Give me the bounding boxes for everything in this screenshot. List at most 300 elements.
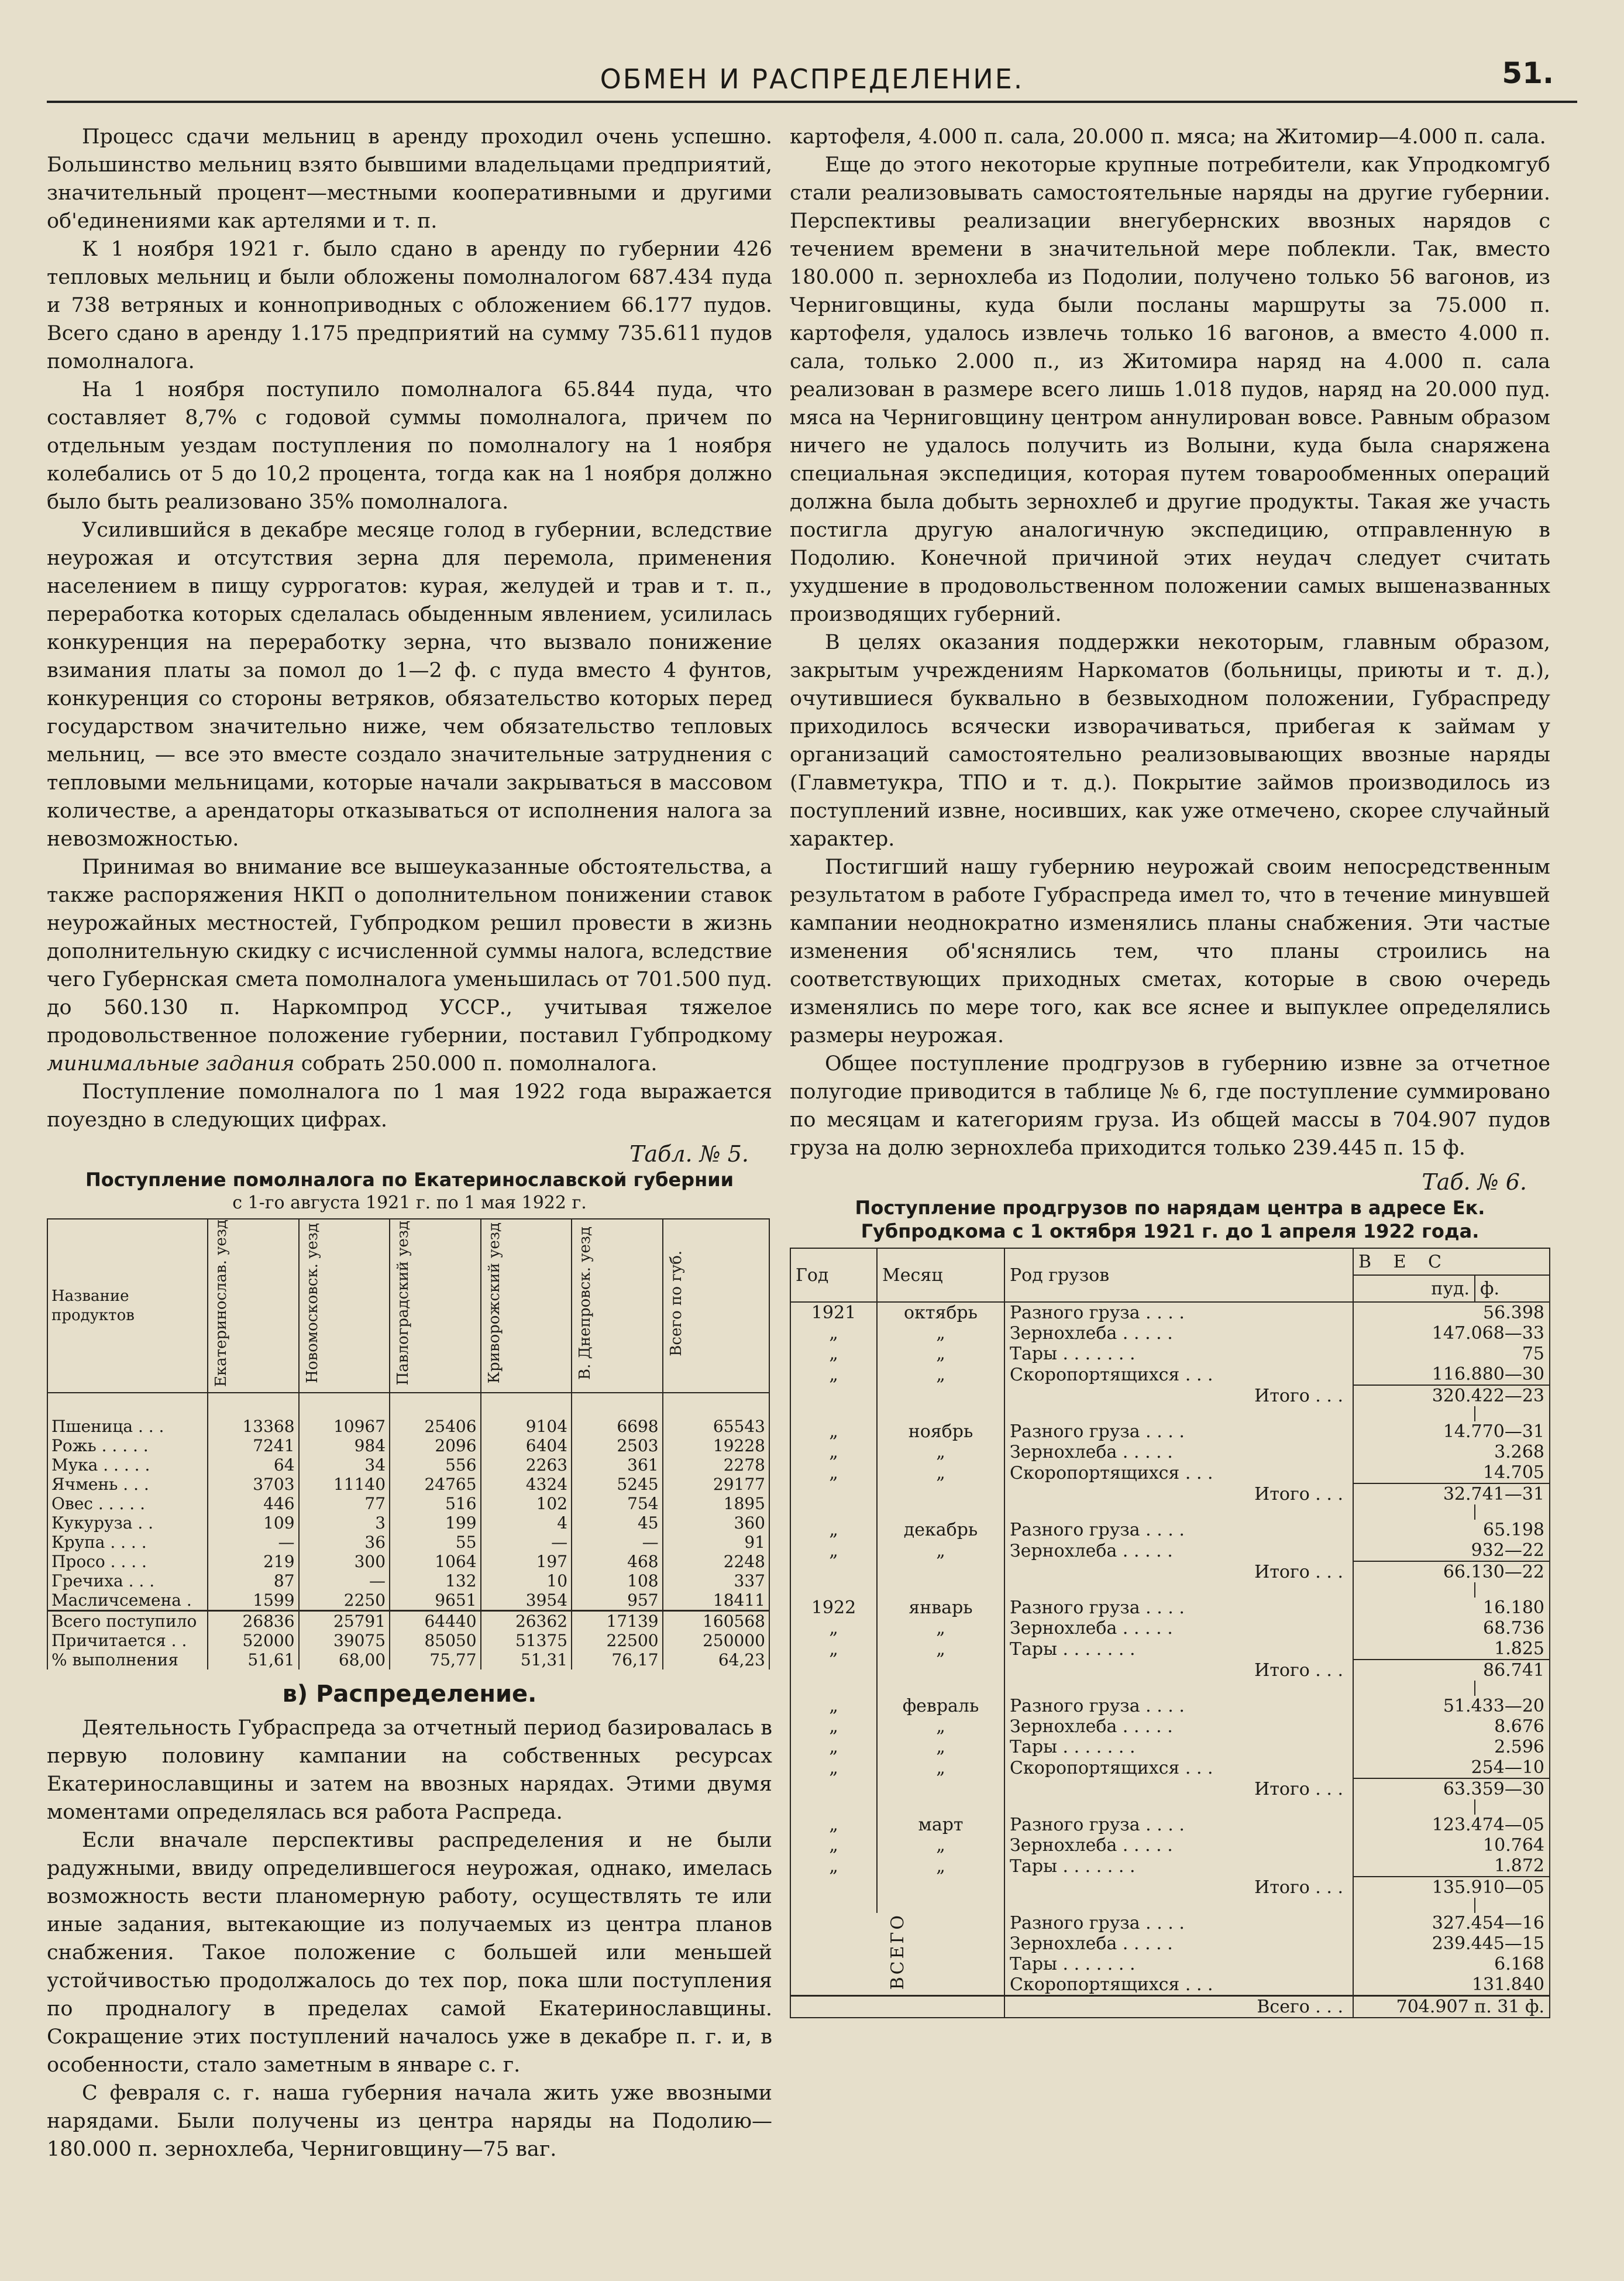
table-row bbox=[790, 1364, 1550, 1385]
row-label: Всего поступило bbox=[47, 1611, 208, 1631]
empty-cell bbox=[1004, 1582, 1353, 1598]
empty-cell bbox=[790, 1561, 877, 1582]
weight-cell: 51.433—20 bbox=[1353, 1696, 1550, 1716]
month-cell: октябрь bbox=[877, 1302, 1004, 1323]
table-row bbox=[790, 1540, 1550, 1561]
table-cell: 51375 bbox=[481, 1631, 572, 1650]
table-cell: 1064 bbox=[390, 1552, 481, 1571]
year-cell: „ bbox=[790, 1716, 877, 1737]
paragraph: картофеля, 4.000 п. сала, 20.000 п. мяса; на Житомир—4.000 п. сала. bbox=[790, 125, 1546, 149]
table-5 bbox=[47, 1218, 770, 1669]
empty-cell bbox=[790, 1898, 877, 1913]
table-row bbox=[790, 1520, 1550, 1540]
table-row bbox=[790, 1504, 1550, 1520]
column-header-label: Новомосковск. уезд bbox=[303, 1223, 321, 1383]
year-cell: 1921 bbox=[790, 1302, 877, 1323]
month-cell: „ bbox=[877, 1638, 1004, 1660]
table-row bbox=[790, 1799, 1550, 1815]
empty-cell bbox=[1353, 1681, 1475, 1696]
table-cell: 25791 bbox=[299, 1611, 390, 1631]
empty-cell bbox=[1353, 1898, 1475, 1913]
empty-cell bbox=[790, 1660, 877, 1681]
weight-cell: 16.180 bbox=[1353, 1598, 1550, 1618]
column-header-f: ф. bbox=[1475, 1275, 1550, 1302]
paragraph: Поступление помолналога по 1 мая 1922 года выражается поуездно в следующих цифрах. bbox=[47, 1080, 772, 1132]
table-cell: 17139 bbox=[572, 1611, 663, 1631]
table-6-number: Таб. № 6. bbox=[1422, 1169, 1527, 1195]
table-cell: 77 bbox=[299, 1494, 390, 1513]
row-label: Просо . . . . bbox=[47, 1552, 208, 1571]
empty-cell bbox=[1004, 1898, 1353, 1913]
table-cell: 64,23 bbox=[663, 1650, 769, 1669]
kind-cell: Тары . . . . . . . bbox=[1004, 1737, 1353, 1757]
empty-cell bbox=[1475, 1799, 1550, 1815]
table-cell: 556 bbox=[390, 1455, 481, 1475]
year-cell: „ bbox=[790, 1323, 877, 1344]
grand-total-row bbox=[790, 1996, 1550, 2018]
month-cell: „ bbox=[877, 1540, 1004, 1561]
kind-cell: Зернохлеба . . . . . bbox=[1004, 1716, 1353, 1737]
month-cell: „ bbox=[877, 1856, 1004, 1877]
table-row bbox=[790, 1660, 1550, 1681]
table-cell: 1599 bbox=[208, 1590, 299, 1611]
year-cell: „ bbox=[790, 1856, 877, 1877]
kind-cell: Тары . . . . . . . bbox=[1004, 1954, 1353, 1974]
year-cell: „ bbox=[790, 1344, 877, 1364]
table-row bbox=[47, 1475, 769, 1494]
table-cell: 1895 bbox=[663, 1494, 769, 1513]
table-cell: 51,31 bbox=[481, 1650, 572, 1669]
kind-cell: Зернохлеба . . . . . bbox=[1004, 1933, 1353, 1954]
table-cell: 13368 bbox=[208, 1393, 299, 1436]
column-header bbox=[390, 1219, 481, 1393]
table-row bbox=[790, 1877, 1550, 1898]
empty-cell bbox=[1353, 1504, 1475, 1520]
weight-cell: 75 bbox=[1353, 1344, 1550, 1364]
subtotal-value: 135.910—05 bbox=[1353, 1877, 1550, 1898]
kind-cell: Разного груза . . . . bbox=[1004, 1696, 1353, 1716]
table-cell: 4324 bbox=[481, 1475, 572, 1494]
empty-cell bbox=[790, 1406, 877, 1421]
table-row bbox=[790, 1757, 1550, 1778]
empty-cell bbox=[877, 1877, 1004, 1898]
table-6 bbox=[790, 1248, 1550, 2018]
table-cell: 360 bbox=[663, 1513, 769, 1533]
weight-cell: 10.764 bbox=[1353, 1835, 1550, 1856]
empty-cell bbox=[877, 1799, 1004, 1815]
empty-cell bbox=[877, 1898, 1004, 1913]
weight-cell: 932—22 bbox=[1353, 1540, 1550, 1561]
empty-cell bbox=[790, 1877, 877, 1898]
kind-cell: Разного груза . . . . bbox=[1004, 1598, 1353, 1618]
weight-cell: 65.198 bbox=[1353, 1520, 1550, 1540]
table-row bbox=[47, 1436, 769, 1455]
empty-cell bbox=[1353, 1406, 1475, 1421]
empty-cell bbox=[1004, 1504, 1353, 1520]
table-5-subtitle: с 1-го августа 1921 г. по 1 мая 1922 г. bbox=[232, 1193, 587, 1213]
year-cell: „ bbox=[790, 1520, 877, 1540]
column-header-weight: В Е С bbox=[1353, 1248, 1550, 1275]
weight-cell: 14.770—31 bbox=[1353, 1421, 1550, 1442]
table-cell: 36 bbox=[299, 1533, 390, 1552]
row-label: Причитается . . bbox=[47, 1631, 208, 1650]
table-cell: — bbox=[572, 1533, 663, 1552]
column-header-month: Месяц bbox=[877, 1248, 1004, 1302]
row-label: Гречиха . . . bbox=[47, 1571, 208, 1590]
table-cell: 300 bbox=[299, 1552, 390, 1571]
row-label: Масличсемена . bbox=[47, 1590, 208, 1611]
row-label: Ячмень . . . bbox=[47, 1475, 208, 1494]
paragraph: Общее поступление продгрузов в губернию извне за отчетное полугодие приводится в таблице № 6, где поступление суммировано по месяцам и категориям груза. Из общей массы в 704.907 пудов груза на долю зернохлеба приходится только 239.445 п. 15 ф. bbox=[790, 1052, 1550, 1160]
table-row bbox=[47, 1571, 769, 1590]
table-cell: 102 bbox=[481, 1494, 572, 1513]
table-cell: 85050 bbox=[390, 1631, 481, 1650]
table-cell: 4 bbox=[481, 1513, 572, 1533]
column-header-kind: Род грузов bbox=[1004, 1248, 1353, 1302]
table-cell: 68,00 bbox=[299, 1650, 390, 1669]
table-cell: 3 bbox=[299, 1513, 390, 1533]
page-number: 51. bbox=[1502, 56, 1554, 90]
paragraph: Постигший нашу губернию неурожай своим непосредственным результатом в работе Губраспреда имел то, что в течение минувшей кампании неоднократно изменялись планы снабжения. Эти частые изменения об'яснялись тем, что планы строились на соответствующих приходных сметах, которые в свою очередь изменялись по мере того, как все яснее и выпуклее определялись размеры неурожая. bbox=[790, 856, 1550, 1047]
table-row bbox=[790, 1835, 1550, 1856]
empty-cell bbox=[1004, 1799, 1353, 1815]
empty-cell bbox=[1004, 1681, 1353, 1696]
text-run: Принимая во внимание все вышеуказанные обстоятельства, а также распоряжения НКП о дополнительном понижении ставок неурожайных местностей, Губпродком решил провести в жизнь дополнительную скидку с исчисленной суммы налога, вследствие чего Губернская смета помолналога уменьшилась от 701.500 пуд. до 560.130 п. Наркомпрод УССР., учитывая тяжелое продовольственное положение губернии, поставил Губпродкому bbox=[47, 856, 772, 1047]
column-header bbox=[481, 1219, 572, 1393]
column-header bbox=[299, 1219, 390, 1393]
paragraph: Еще до этого некоторые крупные потребители, как Упродкомгуб стали реализовывать самостоятельные наряды на другие губернии. Перспективы реализации внегубернских ввозных нарядов с течением времени в значительной мере поблекли. Так, вместо 180.000 п. зернохлеба из Подолии, получено только 56 вагонов, из Черниговщины, куда были посланы маршруты за 75.000 п. картофеля, удалось извлечь только 16 вагонов, а вместо 4.000 п. сала, только 2.000 п., из Житомира наряд на 4.000 п. сала реализован в размере всего лишь 1.018 пудов, наряд на 20.000 пуд. мяса на Черниговщину центром аннулирован вовсе. Равным образом ничего не удалось получить из Волыни, куда была снаряжена специальная экспедиция, которая путем товарообменных операций должна была добыть зернохлеб и другие продукты. Такая же участь постигла другую аналогичную экспедицию, отправленную в Подолию. Конечной причиной этих неудач следует считать ухудшение в продовольственном положении самых вышеназванных производящих губерний. bbox=[790, 153, 1550, 626]
table-row bbox=[790, 1638, 1550, 1660]
table-6-body bbox=[790, 1302, 1550, 2018]
table-cell: 29177 bbox=[663, 1475, 769, 1494]
table-row bbox=[47, 1513, 769, 1533]
table-cell: 22500 bbox=[572, 1631, 663, 1650]
table-cell: 957 bbox=[572, 1590, 663, 1611]
table-row bbox=[790, 1385, 1550, 1406]
month-cell: январь bbox=[877, 1598, 1004, 1618]
column-header-label: Павлоградский уезд bbox=[394, 1221, 412, 1386]
empty-cell bbox=[1475, 1406, 1550, 1421]
kind-cell: Разного груза . . . . bbox=[1004, 1421, 1353, 1442]
row-label: Пшеница . . . bbox=[47, 1393, 208, 1436]
paragraph: Усилившийся в декабре месяце голод в губернии, вследствие неурожая и отсутствия зерна для перемола, применения населением в пищу суррогатов: курая, желудей и трав и т. п., переработка которых сделалась обыденным явлением, усилилась конкуренция на переработку зерна, что вызвало понижение взимания платы за помол до 1—2 ф. с пуда вместо 4 фунтов, конкуренция со стороны ветряков, обязательство которых перед государством значительно ниже, чем обязательство тепловых мельниц, — все это вместе создало значительные затруднения с тепловыми мельницами, которые начали закрываться в массовом количестве, а арендаторы отказываться от исполнения налога за невозможностью. bbox=[47, 518, 772, 851]
table-cell: 109 bbox=[208, 1513, 299, 1533]
table-cell: 24765 bbox=[390, 1475, 481, 1494]
empty-cell bbox=[790, 1385, 877, 1406]
weight-cell: 254—10 bbox=[1353, 1757, 1550, 1778]
table-cell: 34 bbox=[299, 1455, 390, 1475]
table-cell: 26836 bbox=[208, 1611, 299, 1631]
table-5-body bbox=[47, 1393, 769, 1669]
table-cell: 25406 bbox=[390, 1393, 481, 1436]
kind-cell: Разного груза . . . . bbox=[1004, 1302, 1353, 1323]
table-cell: 9651 bbox=[390, 1590, 481, 1611]
kind-cell: Скоропортящихся . . . bbox=[1004, 1364, 1353, 1385]
table-cell: — bbox=[481, 1533, 572, 1552]
table-cell: 87 bbox=[208, 1571, 299, 1590]
empty-cell bbox=[790, 1582, 877, 1598]
kind-cell: Скоропортящихся . . . bbox=[1004, 1757, 1353, 1778]
running-title: ОБМЕН И РАСПРЕДЕЛЕНИЕ. bbox=[600, 63, 1024, 95]
empty-cell bbox=[877, 1406, 1004, 1421]
table-cell: 5245 bbox=[572, 1475, 663, 1494]
kind-cell: Зернохлеба . . . . . bbox=[1004, 1540, 1353, 1561]
table-cell: 2248 bbox=[663, 1552, 769, 1571]
weight-cell: 2.596 bbox=[1353, 1737, 1550, 1757]
empty-cell bbox=[1475, 1681, 1550, 1696]
weight-cell: 327.454—16 bbox=[1353, 1913, 1550, 1933]
year-cell: „ bbox=[790, 1835, 877, 1856]
table-row bbox=[790, 1462, 1550, 1483]
year-cell: „ bbox=[790, 1364, 877, 1385]
table-cell: 446 bbox=[208, 1494, 299, 1513]
empty-cell bbox=[877, 1778, 1004, 1799]
section-heading: в) Распределение. bbox=[282, 1681, 537, 1708]
kind-cell: Зернохлеба . . . . . bbox=[1004, 1323, 1353, 1344]
table-cell: 361 bbox=[572, 1455, 663, 1475]
column-header-label: Криворожский уезд bbox=[485, 1222, 503, 1384]
month-cell: март bbox=[877, 1815, 1004, 1835]
table-cell: 2278 bbox=[663, 1455, 769, 1475]
column-header-label: Екатеринослав. уезд bbox=[212, 1219, 230, 1387]
subtotal-label: Итого . . . bbox=[1004, 1385, 1353, 1406]
table-cell: 55 bbox=[390, 1533, 481, 1552]
month-cell: „ bbox=[877, 1323, 1004, 1344]
table-cell: 984 bbox=[299, 1436, 390, 1455]
table-cell: 2096 bbox=[390, 1436, 481, 1455]
kind-cell: Разного груза . . . . bbox=[1004, 1815, 1353, 1835]
table-row bbox=[47, 1533, 769, 1552]
paragraph: Процесс сдачи мельниц в аренду проходил очень успешно. Большинство мельниц взято бывшими владельцами предприятий, значительный процент—местными кооперативными и другими об'единениями как артелями и т. п. bbox=[47, 125, 772, 233]
subtotal-label: Итого . . . bbox=[1004, 1660, 1353, 1681]
empty-cell bbox=[1353, 1799, 1475, 1815]
column-header-year: Год bbox=[790, 1248, 877, 1302]
subtotal-label: Итого . . . bbox=[1004, 1778, 1353, 1799]
table-cell: 76,17 bbox=[572, 1650, 663, 1669]
paragraph: С февраля с. г. наша губерния начала жить уже ввозными нарядами. Были получены из центра наряды на Подолию—180.000 п. зернохлеба, Черниговщину—75 ваг. bbox=[47, 2081, 772, 2162]
month-cell: „ bbox=[877, 1716, 1004, 1737]
grand-total-label: Всего . . . bbox=[1004, 1996, 1353, 2018]
year-cell: „ bbox=[790, 1737, 877, 1757]
table-row bbox=[47, 1590, 769, 1611]
table-row bbox=[790, 1344, 1550, 1364]
kind-cell: Разного груза . . . . bbox=[1004, 1520, 1353, 1540]
year-cell: „ bbox=[790, 1540, 877, 1561]
table-row bbox=[47, 1393, 769, 1436]
paragraph: Деятельность Губраспреда за отчетный период базировалась в первую половину кампании на собственных ресурсах Екатеринославщины и затем на ввозных нарядах. Этими двумя моментами определялась вся работа Распреда. bbox=[47, 1716, 772, 1825]
month-cell: „ bbox=[877, 1344, 1004, 1364]
emphasis: минимальные задания bbox=[47, 1052, 295, 1076]
weight-cell: 1.825 bbox=[1353, 1638, 1550, 1660]
grand-total-value: 704.907 п. 31 ф. bbox=[1353, 1996, 1550, 2018]
weight-cell: 239.445—15 bbox=[1353, 1933, 1550, 1954]
subtotal-value: 63.359—30 bbox=[1353, 1778, 1550, 1799]
table-cell: 51,61 bbox=[208, 1650, 299, 1669]
table-cell: 468 bbox=[572, 1552, 663, 1571]
table-5-number: Табл. № 5. bbox=[629, 1141, 749, 1167]
paragraph: Если вначале перспективы распределения и не были радужными, ввиду определившегося неурожая, однако, имелась возможность вести планомерную работу, осуществлять те или иные задания, вытекающие из получаемых из центра планов снабжения. Такое положение с большей или меньшей устойчивостью продолжалось до тех пор, пока шли поступления по продналогу в пределах самой Екатеринославщины. Сокращение этих поступлений началось уже в декабре п. г. и, в особенности, стало заметным в январе с. г. bbox=[47, 1829, 772, 2077]
subtotal-label: Итого . . . bbox=[1004, 1877, 1353, 1898]
column-header bbox=[208, 1219, 299, 1393]
table-cell: 7241 bbox=[208, 1436, 299, 1455]
weight-cell: 116.880—30 bbox=[1353, 1364, 1550, 1385]
year-cell: „ bbox=[790, 1696, 877, 1716]
left-column bbox=[47, 123, 772, 2163]
summary-row bbox=[47, 1631, 769, 1650]
empty-cell bbox=[1475, 1898, 1550, 1913]
empty-cell bbox=[790, 1996, 1004, 2018]
year-cell: „ bbox=[790, 1815, 877, 1835]
table-cell: — bbox=[208, 1533, 299, 1552]
weight-cell: 123.474—05 bbox=[1353, 1815, 1550, 1835]
year-cell: „ bbox=[790, 1442, 877, 1462]
header-rule bbox=[47, 101, 1577, 103]
weight-cell: 56.398 bbox=[1353, 1302, 1550, 1323]
table-row bbox=[47, 1552, 769, 1571]
table-cell: 3954 bbox=[481, 1590, 572, 1611]
empty-cell bbox=[877, 1561, 1004, 1582]
summary-row bbox=[47, 1611, 769, 1631]
table-cell: 19228 bbox=[663, 1436, 769, 1455]
table-row bbox=[790, 1598, 1550, 1618]
weight-cell: 131.840 bbox=[1353, 1974, 1550, 1996]
subtotal-label: Итого . . . bbox=[1004, 1483, 1353, 1504]
kind-cell: Скоропортящихся . . . bbox=[1004, 1974, 1353, 1996]
table-cell: 337 bbox=[663, 1571, 769, 1590]
text-run: собрать 250.000 п. помолналога. bbox=[294, 1052, 658, 1076]
right-column bbox=[790, 123, 1550, 2018]
month-cell: ноябрь bbox=[877, 1421, 1004, 1442]
weight-cell: 68.736 bbox=[1353, 1618, 1550, 1638]
year-cell: „ bbox=[790, 1638, 877, 1660]
empty-cell bbox=[877, 1582, 1004, 1598]
table-cell: 516 bbox=[390, 1494, 481, 1513]
weight-cell: 14.705 bbox=[1353, 1462, 1550, 1483]
kind-cell: Разного груза . . . . bbox=[1004, 1913, 1353, 1933]
empty-cell bbox=[790, 1483, 877, 1504]
column-header-pud: пуд. bbox=[1353, 1275, 1475, 1302]
month-cell: февраль bbox=[877, 1696, 1004, 1716]
empty-cell bbox=[790, 1504, 877, 1520]
kind-cell: Тары . . . . . . . bbox=[1004, 1856, 1353, 1877]
column-header-label: В. Днепровск. уезд bbox=[576, 1227, 594, 1380]
empty-cell bbox=[790, 1778, 877, 1799]
column-header-label: Всего по губ. bbox=[667, 1250, 685, 1356]
table-row bbox=[790, 1778, 1550, 1799]
weight-cell: 6.168 bbox=[1353, 1954, 1550, 1974]
table-row bbox=[790, 1421, 1550, 1442]
subtotal-label: Итого . . . bbox=[1004, 1561, 1353, 1582]
table-row bbox=[790, 1681, 1550, 1696]
kind-cell: Тары . . . . . . . bbox=[1004, 1638, 1353, 1660]
table-cell: 197 bbox=[481, 1552, 572, 1571]
month-cell: „ bbox=[877, 1737, 1004, 1757]
table-5-title: Поступление помолналога по Екатеринославской губернии bbox=[85, 1169, 734, 1191]
table-row bbox=[790, 1898, 1550, 1913]
table-row bbox=[790, 1618, 1550, 1638]
table-cell: 2263 bbox=[481, 1455, 572, 1475]
month-cell: „ bbox=[877, 1364, 1004, 1385]
table-cell: 75,77 bbox=[390, 1650, 481, 1669]
table-cell: 39075 bbox=[299, 1631, 390, 1650]
table-cell: 2503 bbox=[572, 1436, 663, 1455]
month-cell: декабрь bbox=[877, 1520, 1004, 1540]
row-label: % выполнения bbox=[47, 1650, 208, 1669]
table-row bbox=[790, 1696, 1550, 1716]
empty-cell bbox=[790, 1799, 877, 1815]
subtotal-value: 320.422—23 bbox=[1353, 1385, 1550, 1406]
paragraph: В целях оказания поддержки некоторым, главным образом, закрытым учреждениям Наркоматов (больницы, приюты и т. д.), очутившиеся буквально в безвыходном положении, Губраспреду приходилось всячески изворачиваться, прибегая к займам у организаций самостоятельно реализовывающих ввозные наряды (Главметукра, ТПО и т. д.). Покрытие займов производилось из поступлений извне, носивших, как уже отмечено, скорее случайный характер. bbox=[790, 631, 1550, 851]
table-cell: 45 bbox=[572, 1513, 663, 1533]
table-row bbox=[790, 1582, 1550, 1598]
column-header bbox=[663, 1219, 769, 1393]
table-row bbox=[790, 1856, 1550, 1877]
month-cell: „ bbox=[877, 1757, 1004, 1778]
empty-cell bbox=[1475, 1504, 1550, 1520]
paragraph: К 1 ноября 1921 г. было сдано в аренду по губернии 426 тепловых мельниц и были обложены помолналогом 687.434 пуда и 738 ветряных и конноприводных с обложением 66.177 пудов. Всего сдано в аренду 1.175 предприятий на сумму 735.611 пудов помолналога. bbox=[47, 238, 772, 373]
empty-cell bbox=[877, 1660, 1004, 1681]
table-cell: 91 bbox=[663, 1533, 769, 1552]
empty-cell bbox=[877, 1483, 1004, 1504]
kind-cell: Зернохлеба . . . . . bbox=[1004, 1442, 1353, 1462]
kind-cell: Зернохлеба . . . . . bbox=[1004, 1835, 1353, 1856]
empty-cell bbox=[877, 1385, 1004, 1406]
column-header-products: Название продуктов bbox=[47, 1219, 208, 1393]
table-cell: 199 bbox=[390, 1513, 481, 1533]
table-cell: 11140 bbox=[299, 1475, 390, 1494]
table-cell: 250000 bbox=[663, 1631, 769, 1650]
summary-row bbox=[47, 1650, 769, 1669]
month-cell: „ bbox=[877, 1618, 1004, 1638]
table-cell: 64 bbox=[208, 1455, 299, 1475]
table-cell: 6404 bbox=[481, 1436, 572, 1455]
table-cell: 52000 bbox=[208, 1631, 299, 1650]
table-cell: 160568 bbox=[663, 1611, 769, 1631]
year-cell: „ bbox=[790, 1757, 877, 1778]
row-label: Овес . . . . . bbox=[47, 1494, 208, 1513]
year-cell: 1922 bbox=[790, 1598, 877, 1618]
table-cell: 10967 bbox=[299, 1393, 390, 1436]
table-cell: 132 bbox=[390, 1571, 481, 1590]
month-cell: „ bbox=[877, 1462, 1004, 1483]
row-label: Мука . . . . . bbox=[47, 1455, 208, 1475]
weight-cell: 1.872 bbox=[1353, 1856, 1550, 1877]
table-cell: 2250 bbox=[299, 1590, 390, 1611]
table-row bbox=[790, 1561, 1550, 1582]
empty-cell bbox=[1475, 1582, 1550, 1598]
table-cell: 10 bbox=[481, 1571, 572, 1590]
table-row bbox=[790, 1302, 1550, 1323]
empty-cell bbox=[790, 1681, 877, 1696]
year-cell: „ bbox=[790, 1462, 877, 1483]
weight-cell: 3.268 bbox=[1353, 1442, 1550, 1462]
weight-cell: 8.676 bbox=[1353, 1716, 1550, 1737]
table-cell: 9104 bbox=[481, 1393, 572, 1436]
kind-cell: Зернохлеба . . . . . bbox=[1004, 1618, 1353, 1638]
table-6-title: Поступление продгрузов по нарядам центра в адресе Ек. Губпродкома с 1 октября 1921 г. до 1 апреля 1922 года. bbox=[855, 1197, 1485, 1242]
empty-cell bbox=[1004, 1406, 1353, 1421]
column-header bbox=[572, 1219, 663, 1393]
table-cell: 6698 bbox=[572, 1393, 663, 1436]
table-row bbox=[790, 1483, 1550, 1504]
table-cell: 18411 bbox=[663, 1590, 769, 1611]
paragraph: На 1 ноября поступило помолналога 65.844 пуда, что составляет 8,7% с годовой суммы помолналога, причем по отдельным уездам поступления по помолналогу на 1 ноября колебались от 5 до 10,2 процента, тогда как на 1 ноября должно было быть реализовано 35% помолналога. bbox=[47, 378, 772, 514]
table-row bbox=[790, 1323, 1550, 1344]
row-label: Рожь . . . . . bbox=[47, 1436, 208, 1455]
kind-cell: Тары . . . . . . . bbox=[1004, 1344, 1353, 1364]
subtotal-value: 32.741—31 bbox=[1353, 1483, 1550, 1504]
table-cell: 3703 bbox=[208, 1475, 299, 1494]
